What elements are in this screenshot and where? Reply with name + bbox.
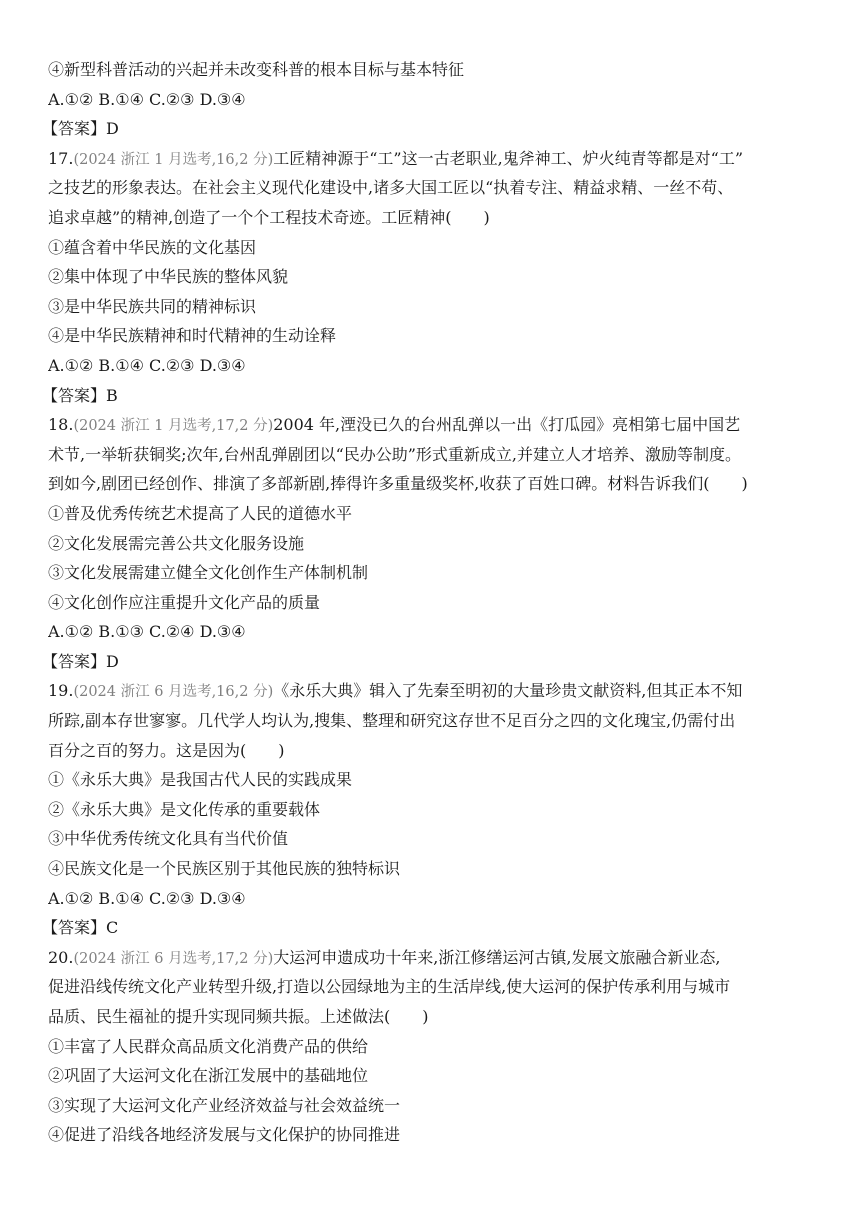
q19-stem-text-1: 《永乐大典》辑入了先秦至明初的大量珍贵文献资料,但其正本不知 [273,681,743,701]
q20-source: (2024 浙江 6 月选考,17,2 分) [73,950,274,967]
q18-stem-line-1 [48,410,818,440]
question-18 [42,410,818,676]
q19-source: (2024 浙江 6 月选考,16,2 分) [73,684,274,701]
q19-stem-line-2: 所踪,副本存世寥寥。几代学人均认为,搜集、整理和研究这存世不足百分之四的文化瑰宝,仍需付出 [48,711,736,731]
q20-option-1: ①丰富了人民群众高品质文化消费产品的供给 [48,1036,369,1056]
q18-number: 18. [48,415,74,435]
q20-option-4: ④促进了沿线各地经济发展与文化保护的协同推进 [48,1125,401,1145]
q18-source: (2024 浙江 1 月选考,17,2 分) [73,418,274,435]
q17-option-3: ③是中华民族共同的精神标识 [48,296,257,316]
q20-stem-line-3: 品质、民生福祉的提升实现同频共振。上述做法( ) [48,1007,429,1026]
q17-source: (2024 浙江 1 月选考,16,2 分) [73,151,274,168]
q18-option-1: ①普及优秀传统艺术提高了人民的道德水平 [48,503,353,523]
q18-stem-text-1: 2004 年,湮没已久的台州乱弹以一出《打瓜园》亮相第七届中国艺 [273,415,741,435]
q18-stem-line-2: 术节,一举斩获铜奖;次年,台州乱弹剧团以“民办公助”形式重新成立,并建立人才培养、激励等制度。 [48,444,742,464]
q20-stem-line-2: 促进沿线传统文化产业转型升级,打造以公园绿地为主的生活岸线,使大运河的保护传承利用与城市 [48,977,731,997]
q19-answer: 【答案】C [42,918,119,938]
q19-option-2: ②《永乐大典》是文化传承的重要载体 [48,799,321,819]
q19-stem-line-1 [48,676,818,706]
q19-option-1: ①《永乐大典》是我国古代人民的实践成果 [48,770,353,790]
question-19 [42,676,818,942]
q17-number: 17. [48,148,74,168]
q20-stem-text-1: 大运河申遗成功十年来,浙江修缮运河古镇,发展文旅融合新业态, [273,947,721,967]
q17-stem-line-1 [48,144,818,174]
q17-choices: A.①② B.①④ C.②③ D.③④ [48,355,246,375]
q20-option-3: ③实现了大运河文化产业经济效益与社会效益统一 [48,1095,401,1115]
q19-choices: A.①② B.①④ C.②③ D.③④ [48,888,246,908]
document-body [42,55,818,1150]
q18-option-4: ④文化创作应注重提升文化产品的质量 [48,592,321,612]
q18-stem-line-3: 到如今,剧团已经创作、排演了多部新剧,捧得许多重量级奖杯,收获了百姓口碑。材料告诉我们( ) [48,474,748,494]
q17-option-4: ④是中华民族精神和时代精神的生动诠释 [48,326,337,346]
q20-option-2: ②巩固了大运河文化在浙江发展中的基础地位 [48,1066,369,1086]
q20-stem-line-1 [48,943,818,973]
q18-option-2: ②文化发展需完善公共文化服务设施 [48,533,305,553]
q18-answer: 【答案】D [42,651,119,671]
q17-stem-text-1: 工匠精神源于“工”这一古老职业,鬼斧神工、炉火纯青等都是对“工” [273,148,744,168]
q19-option-3: ③中华优秀传统文化具有当代价值 [48,829,289,849]
q20-number: 20. [48,947,74,967]
q17-stem-line-2: 之技艺的形象表达。在社会主义现代化建设中,诸多大国工匠以“执着专注、精益求精、一丝不苟、 [48,178,734,198]
q17-option-1: ①蕴含着中华民族的文化基因 [48,237,257,257]
q16-choices: A.①② B.①④ C.②③ D.③④ [48,89,246,109]
q16-option-4: ④新型科普活动的兴起并未改变科普的根本目标与基本特征 [48,60,465,79]
q19-stem-line-3: 百分之百的努力。这是因为( ) [48,740,285,760]
q19-option-4: ④民族文化是一个民族区别于其他民族的独特标识 [48,859,401,879]
question-17 [42,144,818,410]
question-20 [48,943,818,1150]
q17-stem-line-3: 追求卓越”的精神,创造了一个个工程技术奇迹。工匠精神( ) [48,207,490,227]
q19-number: 19. [48,681,74,701]
q18-option-3: ③文化发展需建立健全文化创作生产体制机制 [48,563,369,583]
q18-choices: A.①② B.①③ C.②④ D.③④ [48,622,246,642]
q17-answer: 【答案】B [42,385,118,405]
q16-answer: 【答案】D [42,119,119,139]
q17-option-2: ②集中体现了中华民族的整体风貌 [48,267,289,287]
question-16 [42,55,818,144]
